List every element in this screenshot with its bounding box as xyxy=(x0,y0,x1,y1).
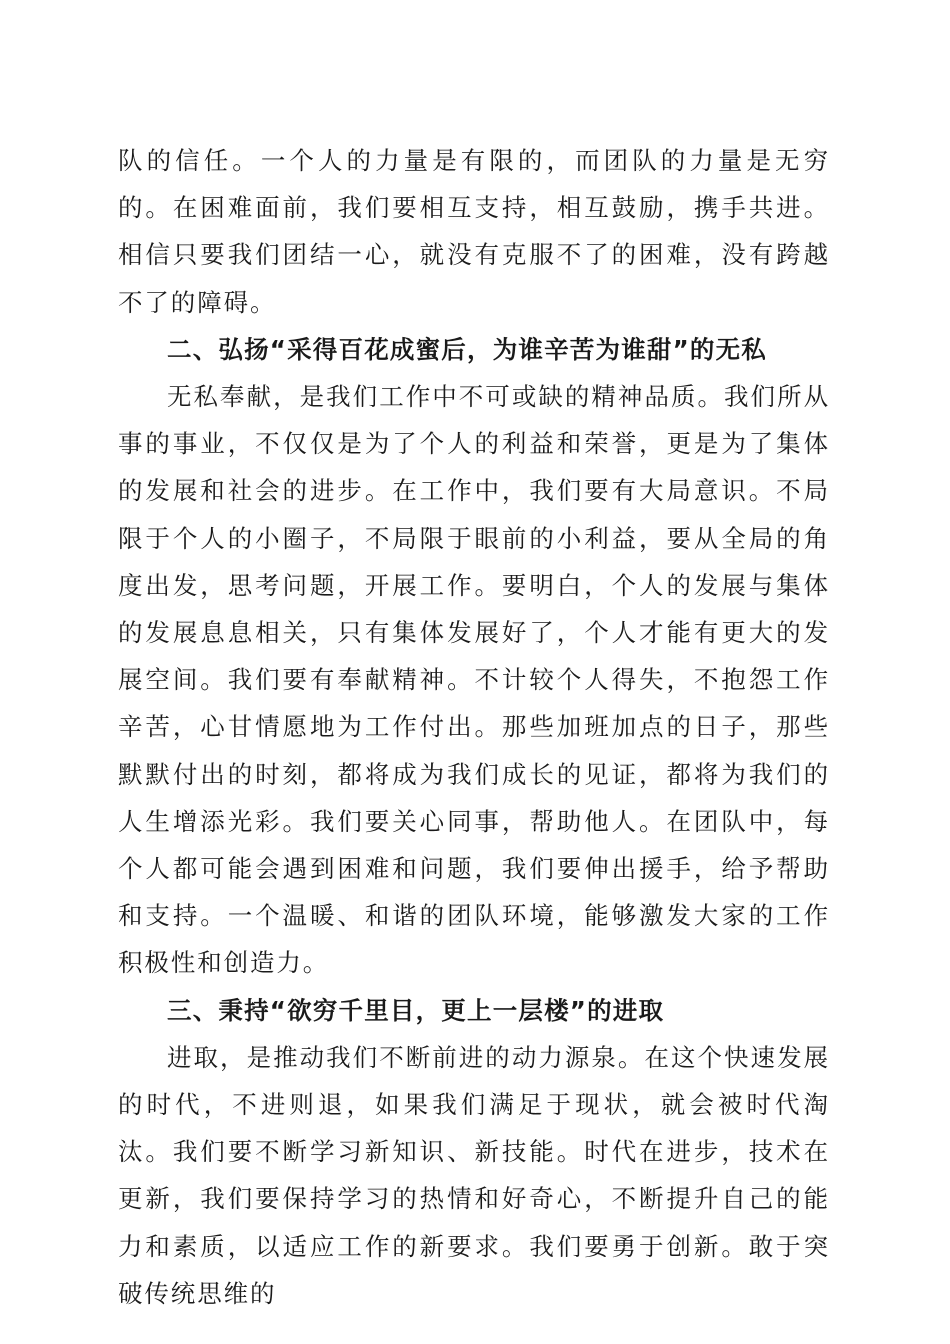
section-2-heading: 二、弘扬“采得百花成蜜后，为谁辛苦为谁甜”的无私 xyxy=(167,334,768,364)
section-2-body: 无私奉献，是我们工作中不可或缺的精神品质。我们所从事的事业，不仅仅是为了个人的利益和荣誉，更是为了集体的发展和社会的进步。在工作中，我们要有大局意识。不局限于个人的小圈子，不局限于眼前的小利益，要从全局的角度出发，思考问题，开展工作。要明白，个人的发展与集体的发展息息相关，只有集体发展好了，个人才能有更大的发展空间。我们要有奉献精神。不计较个人得失，不抱怨工作辛苦，心甘情愿地为工作付出。那些加班加点的日子，那些默默付出的时刻，都将成为我们成长的见证，都将为我们的人生增添光彩。我们要关心同事，帮助他人。在团队中，每个人都可能会遇到困难和问题，我们要伸出援手，给予帮助和支持。一个温暖、和谐的团队环境，能够激发大家的工作积极性和创造力。 xyxy=(118,382,830,978)
document-body xyxy=(118,137,830,1317)
section-3-heading: 三、秉持“欲穷千里目，更上一层楼”的进取 xyxy=(167,995,665,1025)
continued-paragraph: 队的信任。一个人的力量是有限的，而团队的力量是无穷的。在困难面前，我们要相互支持，相互鼓励，携手共进。相信只要我们团结一心，就没有克服不了的困难，没有跨越不了的障碍。 xyxy=(118,146,830,317)
section-3-body: 进取，是推动我们不断前进的动力源泉。在这个快速发展的时代，不进则退，如果我们满足于现状，就会被时代淘汰。我们要不断学习新知识、新技能。时代在进步，技术在更新，我们要保持学习的热情和好奇心，不断提升自己的能力和素质，以适应工作的新要求。我们要勇于创新。敢于突破传统思维的 xyxy=(118,1042,830,1308)
